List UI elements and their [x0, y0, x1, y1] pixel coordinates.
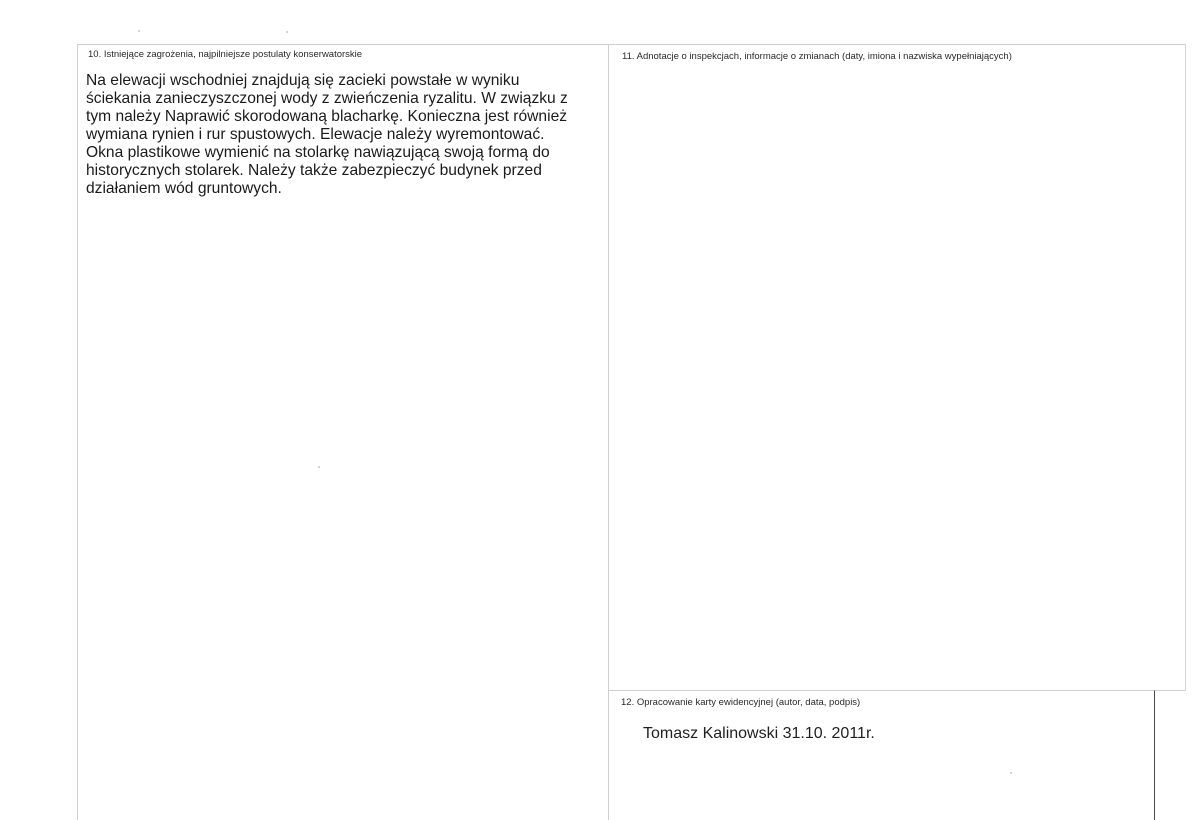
section-10-text-line: tym należy Naprawić skorodowaną blacharkę. Konieczna jest również	[86, 108, 568, 125]
form-right-edge	[1185, 44, 1186, 691]
section-11-annotations-box	[608, 44, 1186, 691]
section-11-label: 11. Adnotacje o inspekcjach, informacje o zmianach (daty, imiona i nazwiska wypełniających)	[622, 51, 1012, 62]
section-10-text-line: historycznych stolarek. Należy także zabezpieczyć budynek przed	[86, 162, 542, 179]
section-12-label: 12. Opracowanie karty ewidencyjnej (autor, data, podpis)	[621, 697, 861, 708]
section-10-text-line: ściekania zanieczyszczonej wody z zwieńczenia ryzalitu. W związku z	[86, 90, 568, 107]
section-12-card-author-box	[608, 690, 1155, 820]
scan-speck	[138, 30, 140, 32]
author-date-entry: Tomasz Kalinowski 31.10. 2011r.	[643, 725, 875, 742]
section-10-text-line: Na elewacji wschodniej znajdują się zacieki powstałe w wyniku	[86, 72, 520, 89]
scan-speck	[318, 466, 320, 468]
section-10-text-line: wymiana rynien i rur spustowych. Elewacje należy wyremontować.	[86, 126, 545, 143]
section-10-label: 10. Istniejące zagrożenia, najpilniejsze postulaty konserwatorskie	[88, 49, 363, 60]
scan-speck	[286, 31, 288, 33]
section-10-text-line: działaniem wód gruntowych.	[86, 180, 282, 197]
section-10-threats-box	[77, 44, 609, 820]
section-10-text	[86, 72, 606, 198]
scan-speck	[1010, 772, 1012, 774]
section-10-text-line: Okna plastikowe wymienić na stolarkę nawiązującą swoją formą do	[86, 144, 550, 161]
